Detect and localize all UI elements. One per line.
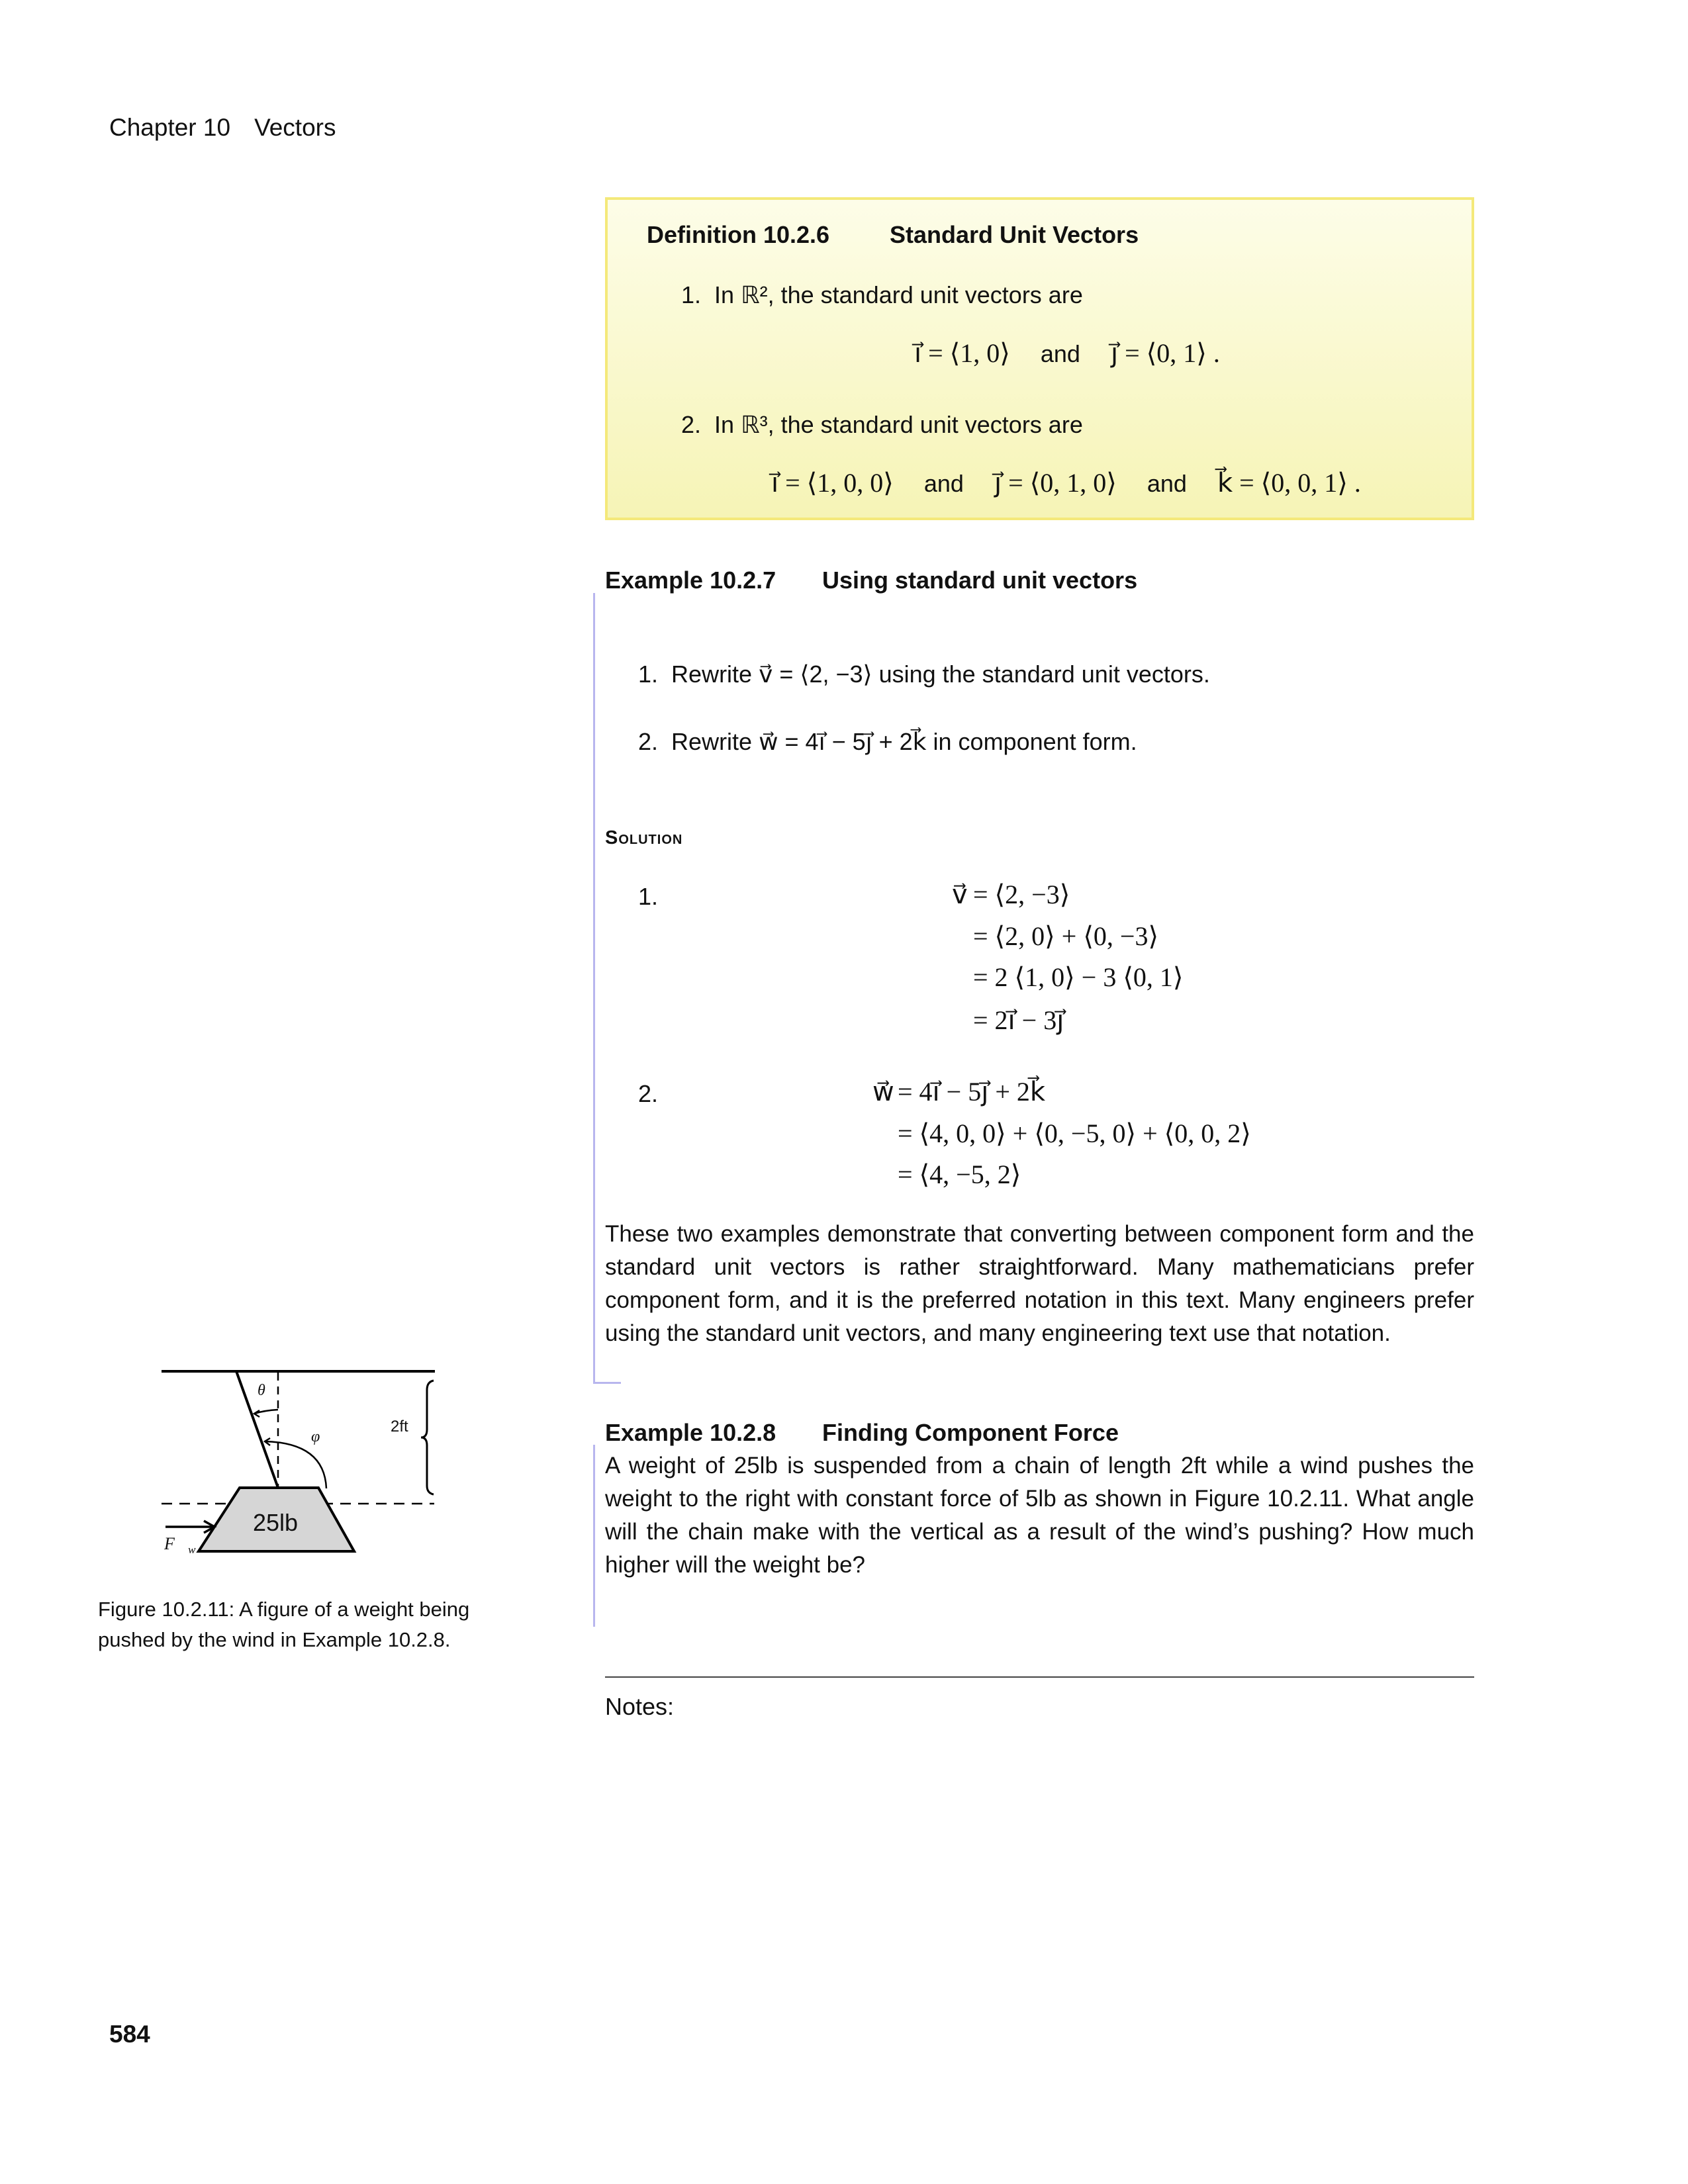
weight-label: 25lb <box>253 1509 299 1536</box>
phi-label: φ <box>311 1428 320 1445</box>
solution-1-line: = ⟨2, −3⟩ <box>973 880 1070 909</box>
solution-1-number: 1. <box>638 883 659 910</box>
definition-item-1: 1. In ℝ², the standard unit vectors are <box>681 281 1083 308</box>
wind-force-label: $F⃗_w$ <box>164 1534 196 1557</box>
phi-arc <box>265 1441 326 1488</box>
solution-2-line: = ⟨4, 0, 0⟩ + ⟨0, −5, 0⟩ + ⟨0, 0, 2⟩ <box>898 1118 1251 1148</box>
notes-label: Notes: <box>605 1693 675 1720</box>
length-brace <box>421 1381 434 1494</box>
closing-paragraph: These two examples demonstrate that converting between component form and the standard unit vectors is rather straightforward. Many mathematicians prefer component form, and it is the preferred notation in this text. Many engineers prefer using the standard unit vectors, and many engineering text use that notation. <box>605 1221 1474 1346</box>
definition-equation-2: i⃗ = ⟨1, 0, 0⟩ and j⃗ = ⟨0, 1, 0⟩ and k⃗ = ⟨0, 0, 1⟩ . <box>771 468 1361 498</box>
chapter-title: Vectors <box>254 114 336 141</box>
solution-1-line: = ⟨2, 0⟩ + ⟨0, −3⟩ <box>973 921 1159 951</box>
theta-label: θ <box>258 1382 265 1399</box>
definition-equation-1: i⃗ = ⟨1, 0⟩ and j⃗ = ⟨0, 1⟩ . <box>914 338 1220 368</box>
chapter-number: Chapter 10 <box>109 114 231 141</box>
page-number: 584 <box>109 2021 150 2048</box>
example-title: Using standard unit vectors <box>822 567 1138 594</box>
solution-2-line: = ⟨4, −5, 2⟩ <box>898 1160 1021 1189</box>
solution-2-lhs: w⃗ <box>872 1077 894 1107</box>
figure-caption-line-2: pushed by the wind in Example 10.2.8. <box>98 1628 451 1651</box>
example-label: Example 10.2.7 <box>605 567 776 594</box>
figure-caption-line-1: Figure 10.2.11: A figure of a weight being <box>98 1598 470 1621</box>
definition-label: Definition 10.2.6 <box>647 221 830 248</box>
example-label: Example 10.2.8 <box>605 1419 776 1446</box>
solution-1-line: = 2 ⟨1, 0⟩ − 3 ⟨0, 1⟩ <box>973 962 1184 992</box>
length-label: 2ft <box>391 1418 408 1435</box>
solution-label: Solution <box>605 827 683 848</box>
example-item-2: 2. Rewrite w⃗ = 4i⃗ − 5j⃗ + 2k⃗ in component form. <box>638 728 1137 755</box>
example-problem-text: A weight of 25lb is suspended from a chain of length 2ft while a wind pushes the weight to the right with constant force of 5lb as shown in Figure 10.2.11. What angle will the chain make with the vertical as a result of the wind’s pushing? How much higher will the weight be? <box>605 1453 1474 1578</box>
definition-item-2: 2. In ℝ³, the standard unit vectors are <box>681 411 1083 438</box>
solution-2-line: = 4i⃗ − 5j⃗ + 2k⃗ <box>898 1077 1046 1107</box>
solution-1-lhs: v⃗ <box>952 880 968 909</box>
example-item-1: 1. Rewrite v⃗ = ⟨2, −3⟩ using the standard unit vectors. <box>638 660 1210 688</box>
solution-1-line: = 2i⃗ − 3j⃗ <box>973 1005 1064 1035</box>
definition-title: Standard Unit Vectors <box>890 221 1139 248</box>
solution-2-number: 2. <box>638 1080 659 1107</box>
example-title: Finding Component Force <box>822 1419 1119 1446</box>
